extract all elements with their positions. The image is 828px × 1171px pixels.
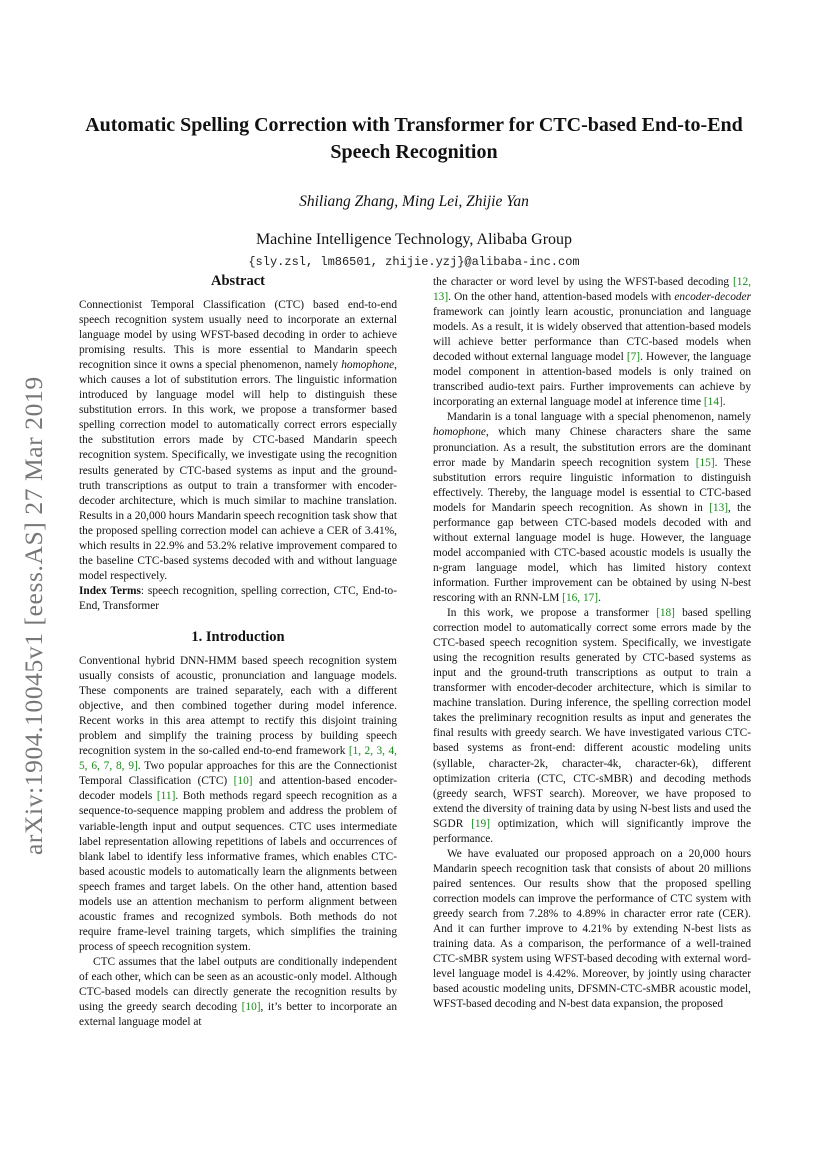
intro-paragraph-1: Conventional hybrid DNN-HMM based speech recognition system usually consists of acoustic, pronunciation and language models. These components are trained separately, each with a different objective, and then combined together during model inference. Recent works in this area attempt to rectify this disjoint training problem and simplify the training process by building speech recognition system in the so-called end-to-end framework [1, 2, 3, 4, 5, 6, 7, 8, 9]. Two popular approaches for this are the Connectionist Temporal Classification (CTC) [10] and attention-based encoder-decoder models [11]. Both methods regard speech recognition as a sequence-to-sequence mapping problem and address the problem of variable-length input and output sequences. CTC uses intermediate label representation allowing repetitions of labels and occurrences of blank label to identify less informative frames, which enables CTC-based acoustic models to automatically learn the alignments between speech frames and target labels. On the other hand, attention based models use an attention mechanism to perform alignment between acoustic frames and recognized symbols. Both methods do not require frame-level training targets, which simplifies the training process of speech recognition system. [79,654,398,953]
title-block [60,112,768,270]
citation-link[interactable]: [13] [709,501,729,514]
citation-link[interactable]: [15] [695,456,715,469]
abstract-heading: Abstract [211,273,265,289]
citation-link[interactable]: [11] [156,790,176,803]
arxiv-identifier-stamp: arXiv:1904.10045v1 [eess.AS] 27 Mar 2019 [19,376,48,855]
emphasis-text: encoder-decoder [674,291,751,304]
citation-link[interactable]: [12, 13] [433,276,751,304]
right-column [433,275,751,1012]
right-paragraph-4: We have evaluated our proposed approach on a 20,000 hours Mandarin speech recognition task that consists of about 20 millions paired sentences. Our results show that the proposed spelling correction models can improve the performance of CTC system with greedy search from 7.28% to 4.89% in character error rate (CER). And it can further improve to 4.21% by extending N-best lists as training data. As a comparison, the performance of a well-trained CTC-sMBR system using WFST-based decoding with external word-level language model is 4.42%. Moreover, by jointly using character based acoustic modeling units, DFSMN-CTC-sMBR acoustic model, WFST-based decoding and N-best data expansion, the proposed [433,847,751,1011]
introduction-heading: 1. Introduction [191,628,285,645]
citation-link[interactable]: [7] [626,351,641,364]
citation-link[interactable]: [1, 2, 3, 4, 5, 6, 7, 8, 9] [79,745,397,773]
abstract-body: Connectionist Temporal Classification (CTC) based end-to-end speech recognition system usually need to incorporate an external language model by using WFST-based decoding in order to achieve promising results. This is more essential to Mandarin speech recognition since it owns a special phenomenon, namely homophone, which causes a lot of substitution errors. The linguistic information introduced by language model will help to distinguish these substitution errors. In this work, we propose a transformer based spelling correction model to automatically correct errors especially the substitution errors made by CTC-based Mandarin speech recognition system. Specifically, we investigate using the recognition results generated by CTC-based systems as input and the ground-truth transcriptions as output to train a transformer with encoder-decoder architecture, which is much similar to machine translation. Results in a 20,000 hours Mandarin speech recognition task show that the proposed spelling correction model can achieve a CER of 3.41%, which results in 22.9% and 53.2% relative improvement compared to the baseline CTC-based systems decoded with and without language model respectively. [79,299,397,582]
author-emails: {sly.zsl, lm86501, zhijie.yzj}@alibaba-inc.com [248,255,580,269]
affiliation: Machine Intelligence Technology, Alibaba Group [255,231,573,248]
intro-paragraph-2: CTC assumes that the label outputs are conditionally independent of each other, which can be seen as an acoustic-only model. Although CTC-based models can directly generate the recognition results by using the greedy search decoding [10], it’s better to incorporate an external language model at [79,955,397,1029]
citation-link[interactable]: [10] [241,1001,261,1014]
citation-link[interactable]: [10] [233,775,253,788]
index-terms: Index Terms: speech recognition, spelling correction, CTC, End-to-End, Transformer [79,584,398,612]
abstract-emphasis: homophone [341,359,395,372]
author-list: Shiliang Zhang, Ming Lei, Zhijie Yan [299,193,529,210]
right-paragraph-2: Mandarin is a tonal language with a special phenomenon, namely homophone, which many Chinese characters share the same pronunciation. As a result, the substitution errors are the dominant error made by Mandarin speech recognition system [15]. These substitution errors require linguistic information to distinguish effectively. Thereby, the language model is essential to CTC-based models for Mandarin speech recognition. As shown in [13], the performance gap between CTC-based models decoded with and without external language model is huge. However, the language model accompanied with CTC-based acoustic models is usually the n-gram language model, which has limited history context information. Further improvement can be obtained by using N-best rescoring with an RNN-LM [16, 17]. [433,411,752,604]
emphasis-text: homophone [433,426,486,439]
citation-link[interactable]: [19] [471,817,491,830]
right-paragraph-1: the character or word level by using the WFST-based decoding [12, 13]. On the other hand, attention-based models with encoder-decoder framework can jointly learn acoustic, pronunciation and language models. As a result, it is widely observed that attention-based models will achieve better performance than CTC-based models when decoded without external language model [7]. However, the language model component in attention-based models is only trained on transcribed audio-text pairs. Further improvements can achieve by incorporating an external language model at inference time [14]. [433,276,752,409]
left-column [79,270,397,1030]
citation-link[interactable]: [16, 17] [562,591,599,604]
citation-link[interactable]: [14] [703,396,723,409]
index-terms-label: Index Terms [79,584,141,597]
right-paragraph-3: In this work, we propose a transformer [18] based spelling correction model to automatically correct some errors made by the CTC-based speech recognition system. Specifically, we investigate using the recognition results generated by CTC-based systems as input and the ground-truth transcriptions as output to train a transformer with encoder-decoder architecture, which is similar to machine translation. During inference, the spelling correction model takes the preliminary recognition results as input and generates the final results with greedy search. We have investigated various CTC-based systems as front-end: different acoustic modeling units (syllable, character-2k, character-4k, character-6k), different optimization criteria (CTC, CTC-sMBR) and decoding methods (greedy search, WFST search). Moreover, we have proposed to extend the diversity of training data by using N-best lists and used the SGDR [19] optimization, which will significantly improve the performance. [433,607,751,845]
citation-link[interactable]: [18] [656,607,675,620]
paper-title: Automatic Spelling Correction with Transformer for CTC-based End-to-End Speech Recognition [85,114,743,163]
